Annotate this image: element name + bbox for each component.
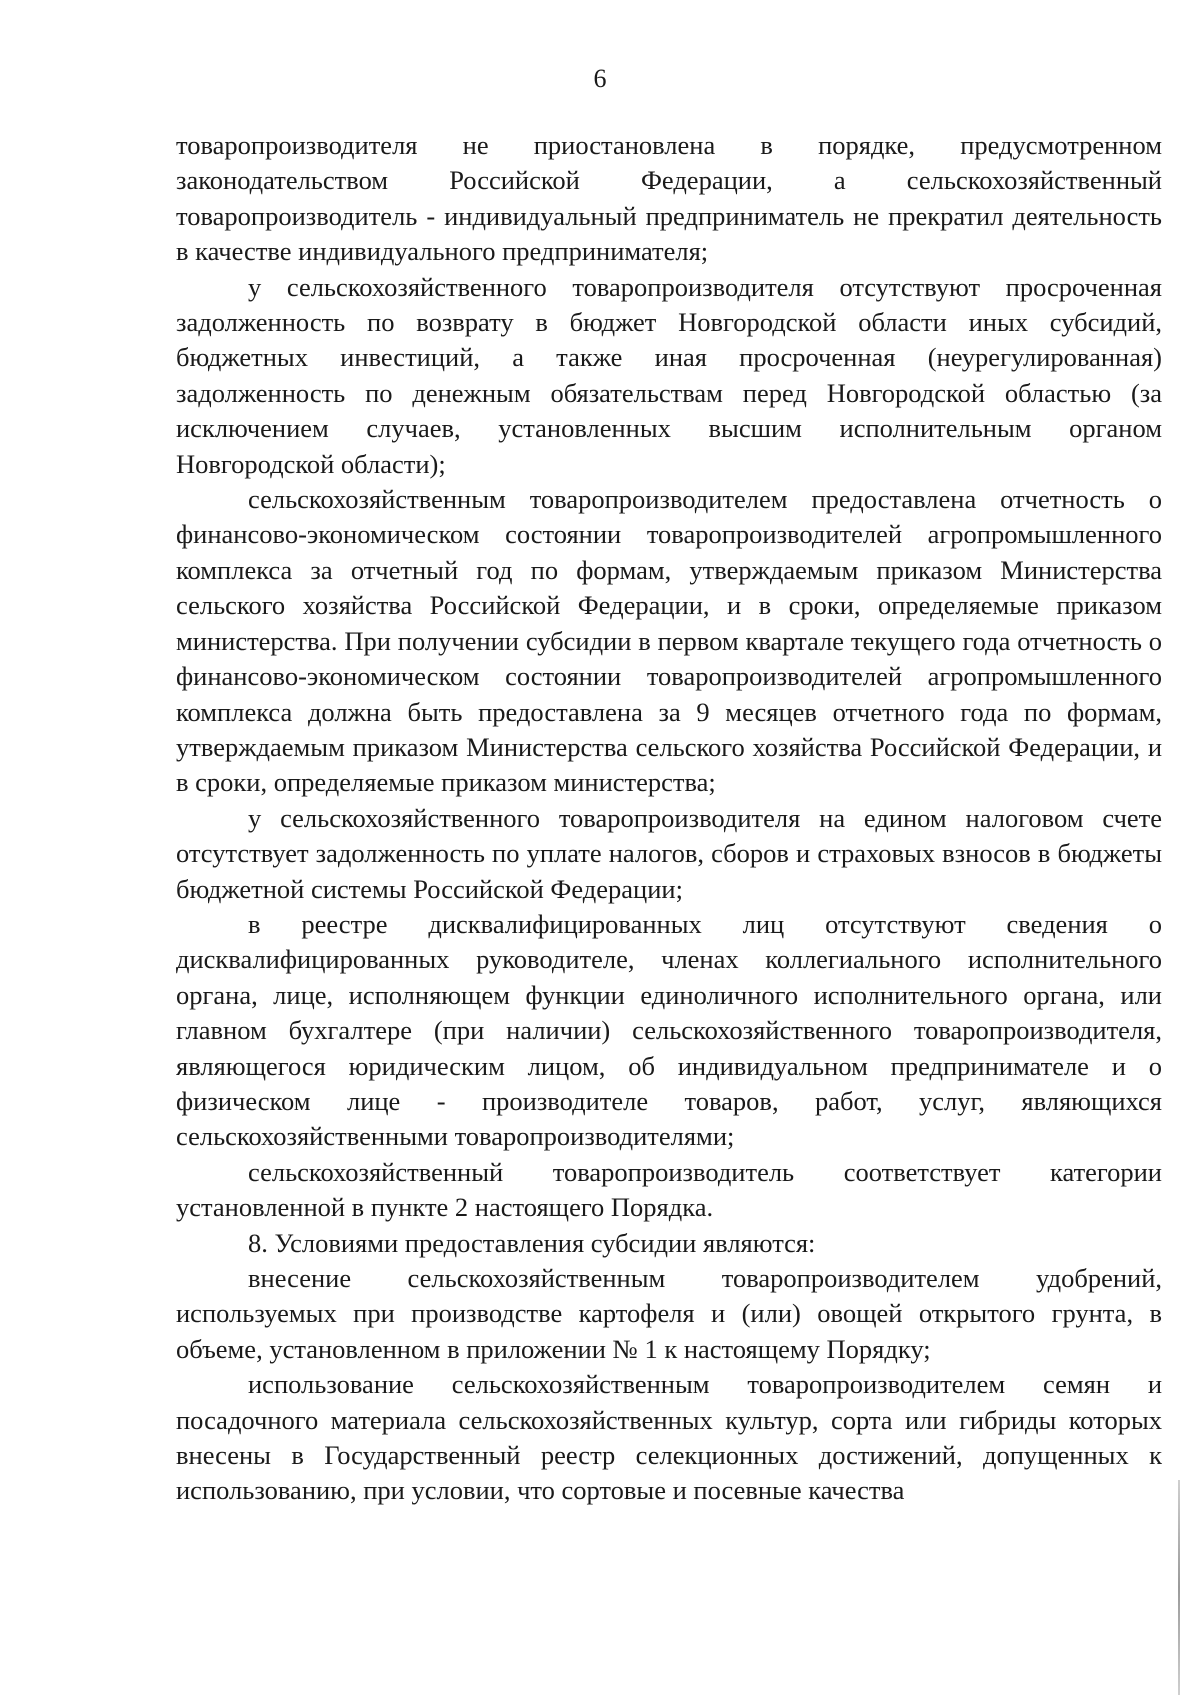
paragraph-category-compliance: сельскохозяйственный товаропроизводитель соответствует категории установленной в пункте 2 настоящего Порядка. xyxy=(176,1156,1162,1223)
paragraph-disqualified-registry: в реестре дисквалифицированных лиц отсутствуют сведения о дисквалифицированных руководителе, членах коллегиального исполнительного органа, лице, исполняющем функции единоличного исполнительного органа, или главном бухгалтере (при наличии) сельскохозяйственного товаропроизводителя, являющегося юридическим лицом, об индивидуальном предпринимателе и о физическом лице - производителе товаров, работ, услуг, являющихся сельскохозяйственными товаропроизводителями; xyxy=(176,908,1162,1152)
paragraph-continuation: товаропроизводителя не приостановлена в порядке, предусмотренном законодательством Российской Федерации, а сельскохозяйственный товаропроизводитель - индивидуальный предприниматель не прекратил деятельность в качестве индивидуального предпринимателя; xyxy=(176,130,1162,267)
paragraph-fertilizer-condition: внесение сельскохозяйственным товаропроизводителем удобрений, используемых при производстве картофеля и (или) овощей открытого грунта, в объеме, установленном в приложении № 1 к настоящему Порядку; xyxy=(176,1263,1162,1364)
paragraph-no-overdue-debt: у сельскохозяйственного товаропроизводителя отсутствуют просроченная задолженность по возврату в бюджет Новгородской области иных субсидий, бюджетных инвестиций, а также иная просроченная (неурегулированная) задолженность по денежным обязательствам перед Новгородской областью (за исключением случаев, установленных высшим исполнительным органом Новгородской области); xyxy=(176,271,1162,479)
scan-edge-mark xyxy=(1178,1480,1180,1695)
paragraph-section-8-heading: 8. Условиями предоставления субсидии являются: xyxy=(248,1227,816,1258)
paragraph-no-tax-debt: у сельскохозяйственного товаропроизводителя на едином налоговом счете отсутствует задолженность по уплате налогов, сборов и страховых взносов в бюджеты бюджетной системы Российской Федерации; xyxy=(176,802,1162,904)
document-body xyxy=(176,128,1162,1509)
paragraph-financial-reporting: сельскохозяйственным товаропроизводителем предоставлена отчетность о финансово-экономическом состоянии товаропроизводителей агропромышленного комплекса за отчетный год по формам, утверждаемым приказом Министерства сельского хозяйства Российской Федерации, и в сроки, определяемые приказом министерства. При получении субсидии в первом квартале текущего года отчетность о финансово-экономическом состоянии товаропроизводителей агропромышленного комплекса должна быть предоставлена за 9 месяцев отчетного года по формам, утверждаемым приказом Министерства сельского хозяйства Российской Федерации, и в сроки, определяемые приказом министерства; xyxy=(176,484,1162,798)
page-number: 6 xyxy=(593,64,607,93)
paragraph-seed-condition: использование сельскохозяйственным товаропроизводителем семян и посадочного материала сельскохозяйственных культур, сорта или гибриды которых внесены в Государственный реестр селекционных достижений, допущенных к использованию, при условии, что сортовые и посевные качества xyxy=(176,1369,1162,1506)
